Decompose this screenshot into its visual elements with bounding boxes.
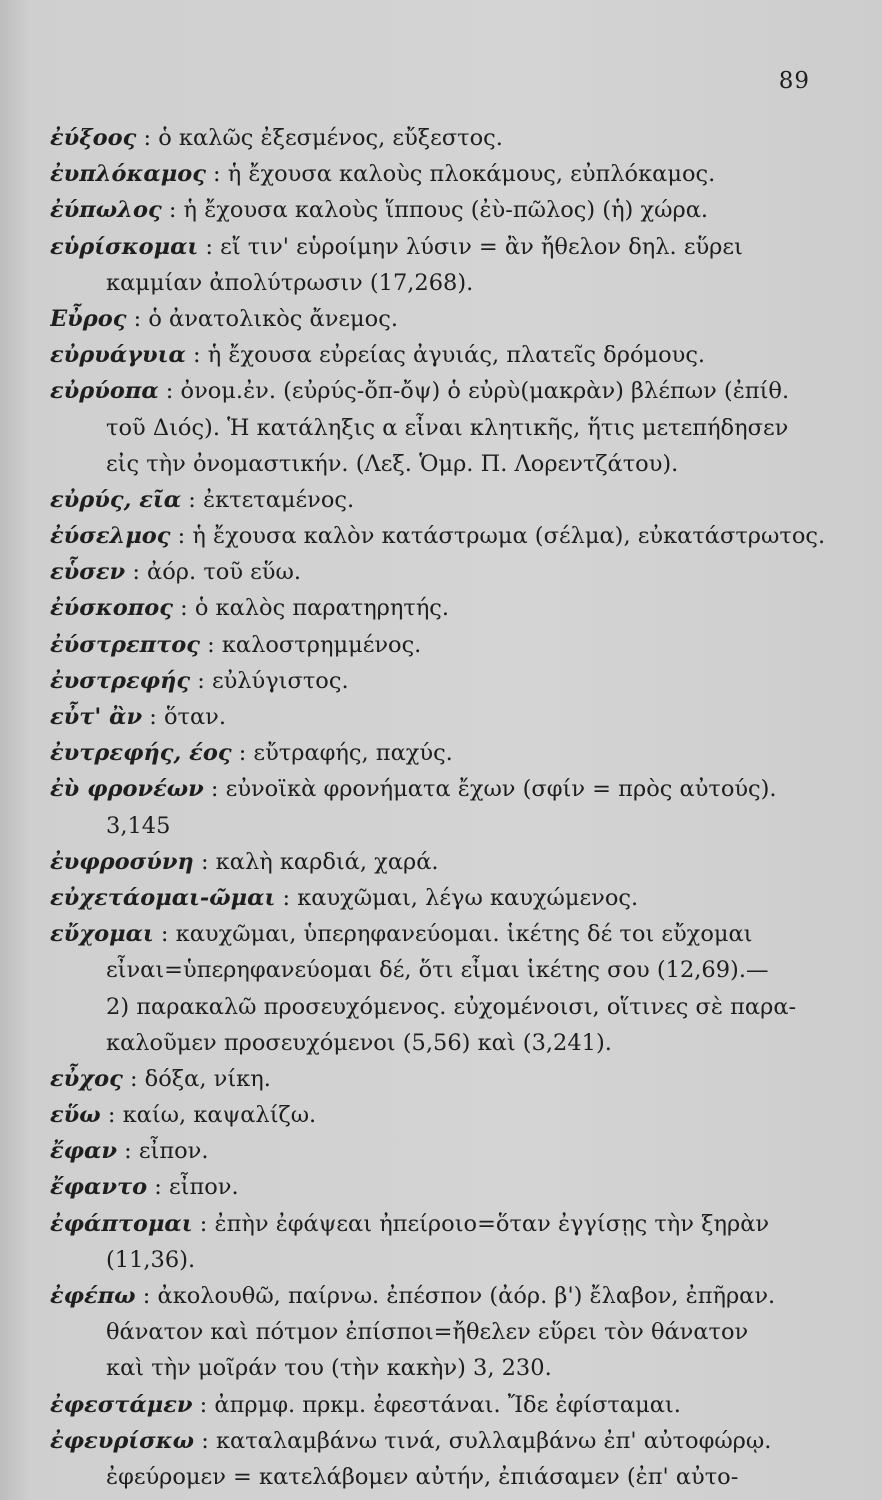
headword: εὐχετάομαι-ῶμαι: [50, 884, 276, 911]
entry-line: [50, 1387, 840, 1423]
entry-line: [50, 301, 840, 337]
headword: ἐφέπω: [50, 1283, 136, 1309]
headword: ἐυστρεφής: [50, 667, 191, 694]
entry-continuation-line: [50, 1242, 840, 1278]
definition-text: τοῦ Διός). Ἡ κατάληξις α εἶναι κλητικῆς, ἥτις μετεπήδησεν: [106, 414, 789, 441]
entry-line: [50, 1278, 840, 1314]
definition-text: : ὀνομ.ἐν. (εὐρύς-ὄπ-ὄψ) ὁ εὐρὺ(μακρὰν) βλέπων (ἐπίθ.: [158, 378, 790, 405]
entry-line: [50, 1423, 840, 1459]
headword: ἐὺ φρονέων: [50, 776, 204, 803]
entry-line: [50, 916, 840, 952]
entry-line: [50, 337, 840, 373]
entry-line: [50, 627, 840, 663]
headword: ἐφευρίσκω: [50, 1427, 195, 1454]
definition-text: : ἀπρμφ. πρκμ. ἐφεστάναι. Ἴδε ἐφίσταμαι.: [192, 1391, 681, 1418]
entry-continuation-line: [50, 989, 840, 1025]
entry-line: [50, 482, 840, 518]
definition-text: εἰς τὴν ὀνομαστικήν. (Λεξ. Ὁμρ. Π. Λορεντζάτου).: [106, 450, 679, 477]
entry-line: [50, 663, 840, 699]
definition-text: : ἐπὴν ἐφάψεαι ἠπείροιο=ὅταν ἐγγίσῃς τὴν ξηρὰν: [192, 1210, 770, 1237]
entry-continuation-line: [50, 808, 840, 844]
entry-line: [50, 699, 840, 735]
definition-text: : ἡ ἔχουσα καλὸν κατάστρωμα (σέλμα), εὐκατάστρωτος.: [170, 523, 826, 550]
definition-text: : ἐκτεταμένος.: [181, 486, 355, 513]
entry-continuation-line: [50, 952, 840, 988]
definition-text: : εἴ τιν' εὑροίμην λύσιν = ἂν ἤθελον δηλ. εὕρει: [198, 233, 743, 260]
entry-line: [50, 156, 840, 192]
definition-text: : ὁ ἀνατολικὸς ἄνεμος.: [126, 305, 398, 332]
headword: ἐύξοος: [50, 125, 137, 151]
definition-text: 2) παρακαλῶ προσευχόμενος. εὐχομένοισι, οἵτινες σὲ παρα-: [106, 993, 797, 1020]
entry-continuation-line: [50, 1314, 840, 1350]
definition-text: : ὁ καλὸς παρατηρητής.: [172, 595, 450, 622]
headword: ἐύσκοπος: [50, 595, 173, 622]
headword: ἐύστρεπτος: [50, 631, 200, 658]
entry-line: [50, 590, 840, 626]
entry-line: [50, 229, 840, 265]
entry-continuation-line: [50, 1025, 840, 1061]
entry-line: [50, 1061, 840, 1097]
definition-text: : ὁ καλῶς ἐξεσμένος, εὔξεστος.: [136, 125, 503, 151]
entry-continuation-line: [50, 1459, 840, 1495]
dictionary-entries: [50, 120, 840, 1495]
definition-text: : εὐνοϊκὰ φρονήματα ἔχων (σφίν = πρὸς αὐτούς).: [203, 776, 777, 803]
entry-line: [50, 1206, 840, 1242]
entry-continuation-line: [50, 446, 840, 482]
definition-text: : δόξα, νίκη.: [122, 1065, 271, 1092]
definition-text: : ἀκολουθῶ, παίρνω. ἐπέσπον (ἀόρ. β') ἔλαβον, ἐπῆραν.: [135, 1283, 776, 1309]
definition-text: : ὅταν.: [142, 704, 226, 730]
headword: ἔφαν: [50, 1138, 117, 1165]
definition-text: εἶναι=ὑπερηφανεύομαι δέ, ὅτι εἶμαι ἱκέτης σου (12,69).—: [106, 957, 769, 984]
entry-line: [50, 735, 840, 771]
entry-continuation-line: [50, 1350, 840, 1386]
definition-text: θάνατον καὶ πότμον ἐπίσποι=ἤθελεν εὕρει τὸν θάνατον: [106, 1319, 749, 1346]
headword: ἐφεστάμεν: [50, 1391, 193, 1418]
headword: ἐύσελμος: [50, 523, 171, 550]
definition-text: καὶ τὴν μοῖράν του (τὴν κακὴν) 3, 230.: [106, 1355, 552, 1382]
headword: ἐυπλόκαμος: [50, 161, 206, 188]
headword: εὐρύς, εῖα: [50, 486, 182, 513]
entry-line: [50, 1097, 840, 1133]
headword: Εὖρος: [50, 305, 127, 332]
entry-continuation-line: [50, 265, 840, 301]
definition-text: ἐφεύρομεν = κατελάβομεν αὐτήν, ἐπιάσαμεν (ἐπ' αὐτο-: [106, 1463, 739, 1490]
definition-text: : ἡ ἔχουσα καλοὺς ἵππους (ἐὺ-πῶλος) (ἡ) χώρα.: [161, 197, 709, 224]
entry-line: [50, 192, 840, 228]
entry-line: [50, 1133, 840, 1169]
definition-text: : εὐλύγιστος.: [190, 667, 349, 694]
entry-line: [50, 373, 840, 409]
headword: ἐφάπτομαι: [50, 1210, 193, 1237]
entry-line: [50, 554, 840, 590]
headword: εὐρύοπα: [50, 378, 159, 405]
definition-text: : εὔτραφής, παχύς.: [231, 740, 453, 767]
entry-continuation-line: [50, 410, 840, 446]
headword: εὕω: [50, 1102, 101, 1129]
headword: ἐυφροσύνη: [50, 848, 194, 875]
definition-text: (11,36).: [106, 1246, 196, 1273]
headword: εὑρίσκομαι: [50, 233, 199, 260]
entry-line: [50, 844, 840, 880]
definition-text: : καυχῶμαι, ὑπερηφανεύομαι. ἱκέτης δέ τοι εὔχομαι: [153, 921, 753, 948]
entry-line: [50, 120, 840, 156]
definition-text: : καλὴ καρδιά, χαρά.: [193, 848, 439, 875]
headword: εὐρυάγυια: [50, 342, 186, 369]
headword: ἔφαντο: [50, 1174, 148, 1201]
definition-text: : καίω, καψαλίζω.: [100, 1102, 317, 1129]
headword: εὔχομαι: [50, 921, 154, 948]
headword: εὖτ' ἂν: [50, 704, 143, 730]
page-number: 89: [778, 68, 810, 94]
definition-text: : ἡ ἔχουσα καλοὺς πλοκάμους, εὐπλόκαμος.: [205, 161, 716, 188]
definition-text: : εἶπον.: [116, 1138, 209, 1165]
definition-text: : καταλαμβάνω τινά, συλλαμβάνω ἐπ' αὐτοφώρῳ.: [194, 1427, 772, 1454]
definition-text: : ἀόρ. τοῦ εὕω.: [125, 559, 301, 586]
entry-line: [50, 518, 840, 554]
definition-text: 3,145: [106, 812, 171, 839]
definition-text: καμμίαν ἀπολύτρωσιν (17,268).: [106, 269, 474, 296]
entry-line: [50, 880, 840, 916]
entry-line: [50, 1169, 840, 1205]
definition-text: καλοῦμεν προσευχόμενοι (5,56) καὶ (3,241).: [106, 1029, 612, 1056]
definition-text: : καυχῶμαι, λέγω καυχώμενος.: [275, 884, 639, 911]
definition-text: : ἡ ἔχουσα εὐρείας ἀγυιάς, πλατεῖς δρόμους.: [185, 342, 706, 369]
headword: εὗσεν: [50, 559, 126, 586]
definition-text: : καλοστρημμένος.: [199, 631, 422, 658]
headword: εὖχος: [50, 1065, 123, 1092]
headword: ἐυτρεφής, έος: [50, 740, 232, 767]
entry-line: [50, 771, 840, 807]
headword: ἐύπωλος: [50, 197, 162, 224]
definition-text: : εἶπον.: [147, 1174, 239, 1201]
